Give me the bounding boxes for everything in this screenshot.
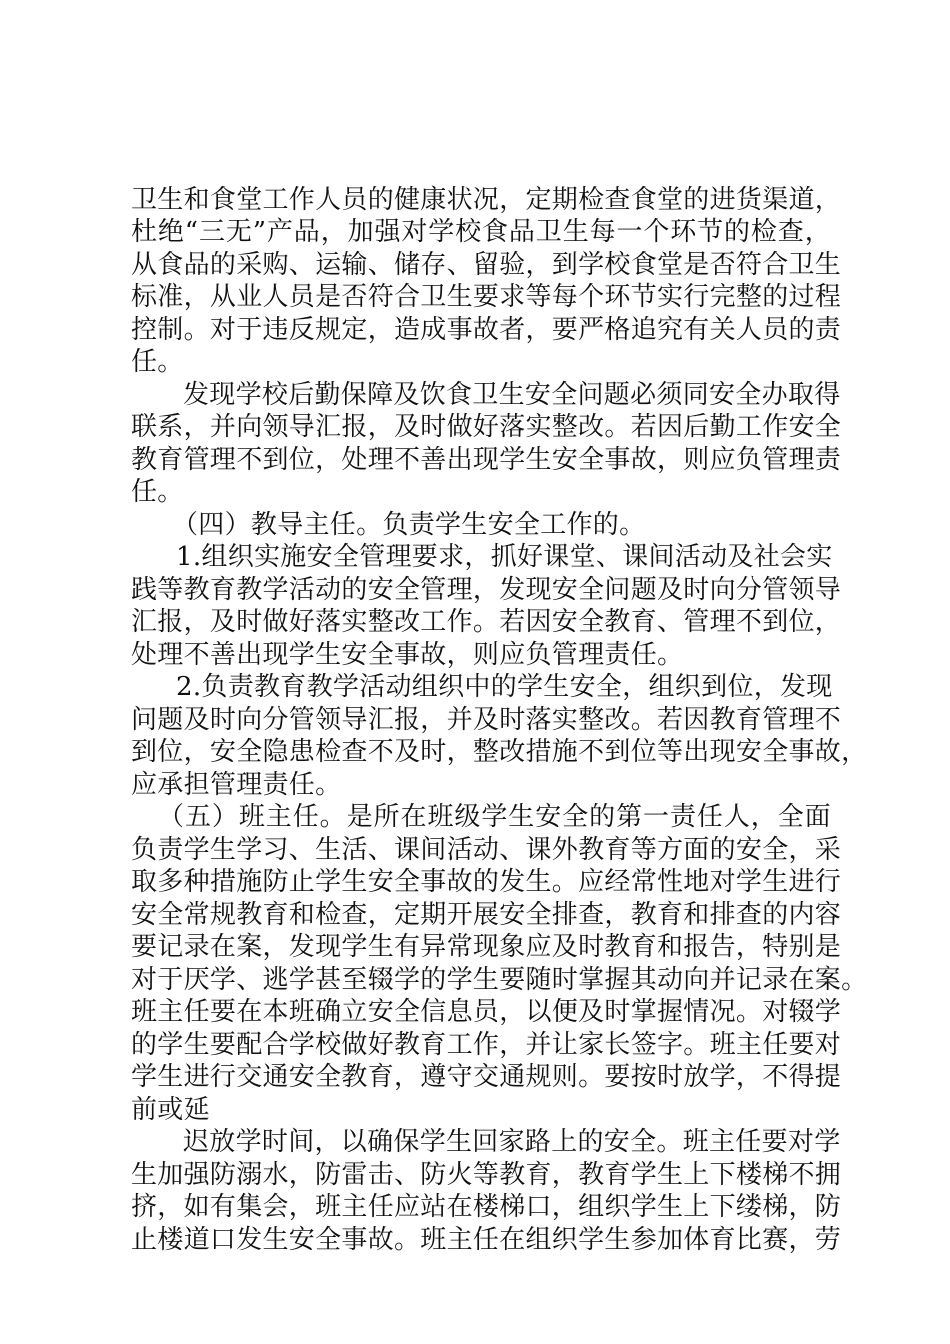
- text-line: 取多种措施防止学生安全事故的发生。应经常性地对学生进行: [131, 867, 842, 897]
- text-line: 生加强防溺水，防雷击、防火等教育，教育学生上下楼梯不拥: [131, 1160, 842, 1190]
- text-line: 班主任要在本班确立安全信息员，以便及时掌握情况。对辍学: [131, 997, 842, 1027]
- text-line: 的学生要配合学校做好教育工作，并让家长签字。班主任要对: [131, 1030, 842, 1060]
- text-line: 任。: [131, 347, 184, 377]
- text-line: 负责学生学习、生活、课间活动、课外教育等方面的安全，采: [131, 835, 842, 865]
- text-line: 止楼道口发生安全事故。班主任在组织学生参加体育比赛，劳: [131, 1225, 842, 1255]
- paragraph-first-line: 迟放学时间，以确保学生回家路上的安全。班主任要对学: [183, 1127, 841, 1157]
- text-line: 联系，并向领导汇报，及时做好落实整改。若因后勤工作安全: [131, 412, 842, 442]
- text-line: 卫生和食堂工作人员的健康状况，定期检查食堂的进货渠道，: [131, 185, 842, 215]
- text-line: 标准，从业人员是否符合卫生要求等每个环节实行完整的过程: [131, 282, 842, 312]
- text-line: 从食品的采购、运输、储存、留验，到学校食堂是否符合卫生: [131, 250, 842, 280]
- section-heading: （四）教导主任。负责学生安全工作的。: [172, 510, 646, 540]
- text-line: 挤，如有集会，班主任应站在楼梯口，组织学生上下缕梯，防: [131, 1192, 842, 1222]
- text-line: 问题及时向分管领导汇报，并及时落实整改。若因教育管理不: [131, 705, 842, 735]
- paragraph-first-line: 2.负责教育教学活动组织中的学生安全，组织到位，发现: [176, 672, 833, 702]
- text-line: 要记录在案，发现学生有异常现象应及时教育和报告，特别是: [131, 932, 842, 962]
- text-line: 汇报，及时做好落实整改工作。若因安全教育、管理不到位，: [131, 607, 842, 637]
- text-line: 处理不善出现学生安全事故，则应负管理责任。: [131, 640, 684, 670]
- text-line: 杜绝“三无”产品，加强对学校食品卫生每一个环节的检查，: [131, 217, 831, 247]
- text-line: 前或延: [131, 1095, 210, 1125]
- text-line: 安全常规教育和检查，定期开展安全排查，教育和排查的内容: [131, 900, 842, 930]
- text-line: 控制。对于违反规定，造成事故者，要严格追究有关人员的责: [131, 315, 842, 345]
- text-line: 对于厌学、逃学甚至辍学的学生要随时掌握其动向并记录在案。: [131, 965, 868, 995]
- section-heading: （五）班主任。是所在班级学生安全的第一责任人，全面: [158, 802, 831, 832]
- text-line: 践等教育教学活动的安全管理，发现安全问题及时向分管领导: [131, 575, 842, 605]
- text-line: 任。: [131, 477, 184, 507]
- text-line: 应承担管理责任。: [131, 770, 342, 800]
- text-line: 到位，安全隐患检查不及时，整改措施不到位等出现安全事故，: [131, 737, 868, 767]
- text-line: 学生进行交通安全教育，遵守交通规则。要按时放学，不得提: [131, 1062, 842, 1092]
- paragraph-first-line: 发现学校后勤保障及饮食卫生安全问题必须同安全办取得: [183, 380, 841, 410]
- text-line: 教育管理不到位，处理不善出现学生安全事故，则应负管理责: [131, 445, 842, 475]
- paragraph-first-line: 1.组织实施安全管理要求，抓好课堂、课间活动及社会实: [176, 542, 833, 572]
